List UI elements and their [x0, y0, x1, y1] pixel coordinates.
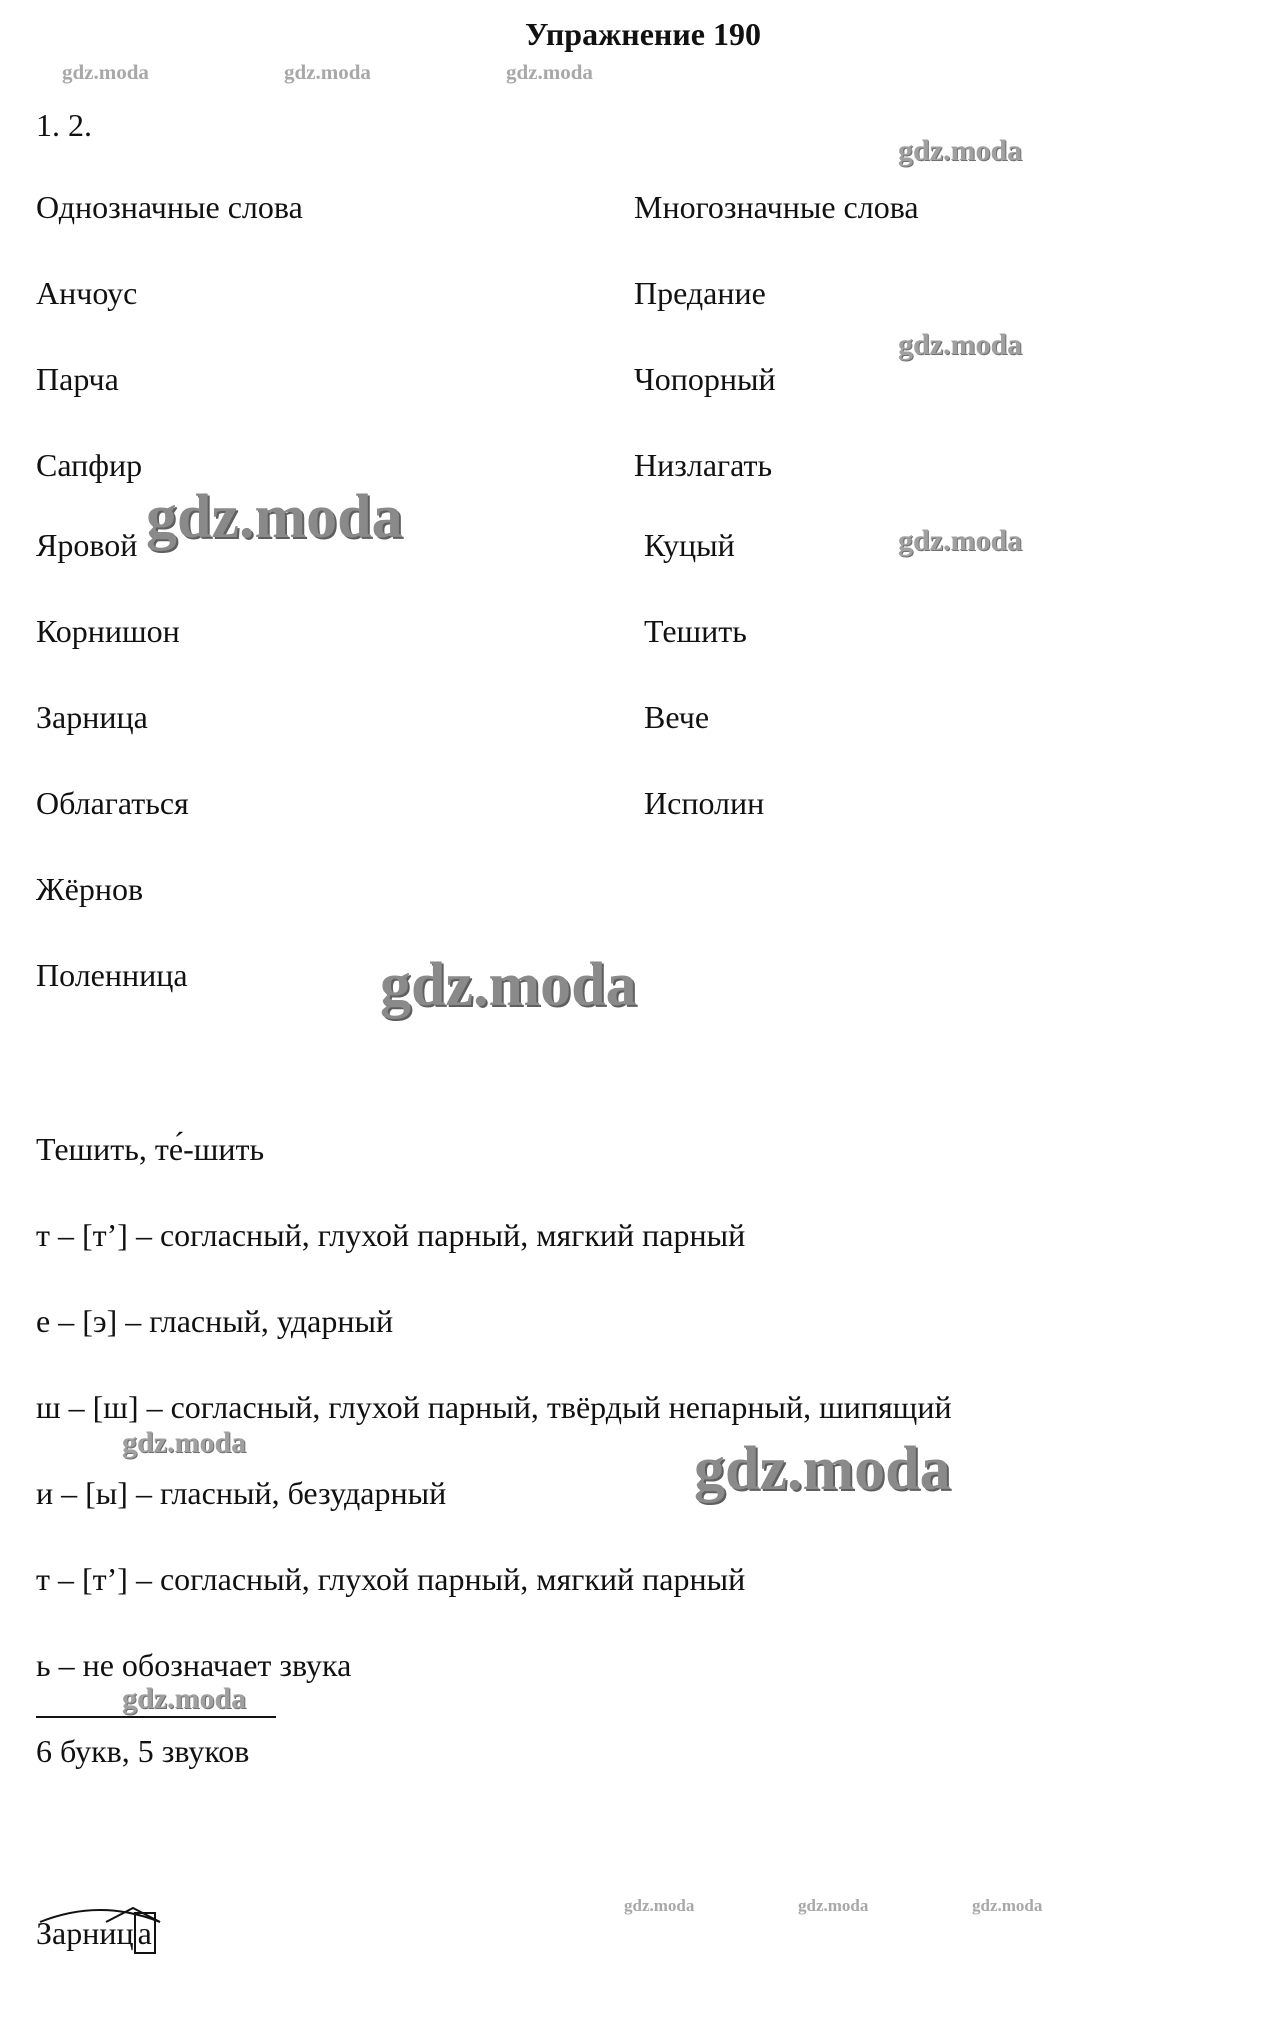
morpheme-parse	[36, 1912, 156, 1954]
watermark: gdz.moda	[972, 1896, 1043, 1915]
watermark: gdz.moda	[506, 60, 593, 84]
right-word-6: Вече	[644, 699, 710, 735]
watermark: gdz.moda	[146, 483, 403, 551]
morpheme-ending: а	[134, 1912, 156, 1954]
left-word-5: Корнишон	[36, 613, 180, 649]
right-word-3: Низлагать	[634, 447, 773, 483]
left-word-2: Парча	[36, 361, 119, 397]
watermark: gdz.moda	[798, 1896, 869, 1915]
watermark: gdz.moda	[898, 134, 1023, 167]
analysis-line-4: и – [ы] – гласный, безударный	[36, 1475, 447, 1511]
analysis-line-2: е – [э] – гласный, ударный	[36, 1303, 394, 1339]
watermark: gdz.moda	[380, 951, 637, 1019]
left-column-header: Однозначные слова	[36, 189, 303, 225]
left-word-3: Сапфир	[36, 447, 143, 483]
right-column-header: Многозначные слова	[634, 189, 919, 225]
right-word-4: Куцый	[644, 527, 735, 563]
analysis-line-3: ш – [ш] – согласный, глухой парный, твёрдый непарный, шипящий	[36, 1389, 952, 1425]
watermark: gdz.moda	[624, 1896, 695, 1915]
left-word-4: Яровой	[36, 527, 138, 563]
task-numbers: 1. 2.	[36, 107, 92, 143]
right-word-5: Тешить	[644, 613, 747, 649]
summary-rule	[36, 1716, 276, 1718]
watermark: gdz.moda	[284, 60, 371, 84]
watermark: gdz.moda	[122, 1426, 247, 1459]
watermark: gdz.moda	[898, 524, 1023, 557]
watermark: gdz.moda	[898, 328, 1023, 361]
watermark: gdz.moda	[694, 1435, 951, 1503]
watermark: gdz.moda	[62, 60, 149, 84]
left-word-1: Анчоус	[36, 275, 138, 311]
right-word-1: Предание	[634, 275, 766, 311]
right-word-2: Чопорный	[634, 361, 776, 397]
analysis-word: Тешить, те́-шить	[36, 1131, 265, 1167]
morpheme-stem: Зарниц	[36, 1915, 134, 1951]
left-word-8: Жёрнов	[36, 871, 144, 907]
left-word-6: Зарница	[36, 699, 148, 735]
analysis-line-1: т – [т’] – согласный, глухой парный, мягкий парный	[36, 1217, 746, 1253]
right-word-7: Исполин	[644, 785, 765, 821]
left-word-7: Облагаться	[36, 785, 189, 821]
analysis-summary: 6 букв, 5 звуков	[36, 1733, 250, 1769]
analysis-line-6: ь – не обозначает звука	[36, 1647, 352, 1683]
watermark: gdz.moda	[122, 1682, 247, 1715]
analysis-line-5: т – [т’] – согласный, глухой парный, мягкий парный	[36, 1561, 746, 1597]
left-word-9: Поленница	[36, 957, 188, 993]
page-title: Упражнение 190	[524, 16, 761, 52]
